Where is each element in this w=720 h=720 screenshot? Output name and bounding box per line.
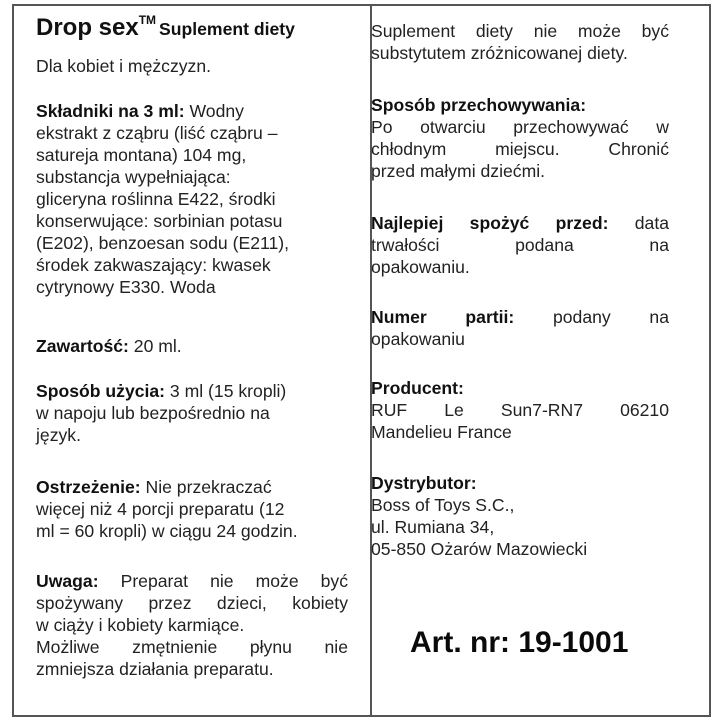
contents-label: Zawartość: <box>36 336 129 356</box>
warning-section: Ostrzeżenie: Nie przekraczać więcej niż 4 porcji preparatu (12 ml = 60 kropli) w ciągu 24 godzin. <box>36 477 298 541</box>
ingredients-label: Składniki na 3 ml: <box>36 101 185 121</box>
product-subtitle: Suplement diety <box>159 19 295 39</box>
audience-text: Dla kobiet i mężczyzn. <box>36 56 212 76</box>
usage-label: Sposób użycia: <box>36 381 166 401</box>
distributor-section: Dystrybutor: Boss of Toys S.C., ul. Rumiana 34, 05-850 Ożarów Mazowiecki <box>371 472 669 560</box>
disclaimer-section: Suplement diety nie może być substytutem zróżnicowanej diety. <box>371 21 669 63</box>
storage-label: Sposób przechowywania: <box>371 95 587 115</box>
trademark-mark: TM <box>138 13 157 27</box>
product-title <box>36 13 295 42</box>
distributor-label: Dystrybutor: <box>371 473 477 493</box>
best-before-label: Najlepiej spożyć przed: <box>371 213 609 233</box>
note-section: Uwaga: Preparat nie może być spożywany przez dzieci, kobiety w ciąży i kobiety karmiące. Możliwe zmętnienie płynu nie zmniejsza działania preparatu. <box>36 571 348 679</box>
brand-name: Drop sex <box>36 14 139 41</box>
storage-section: Sposób przechowywania: Po otwarciu przechowywać w chłodnym miejscu. Chronić przed małymi dziećmi. <box>371 95 669 181</box>
article-number: Art. nr: 19-1001 <box>410 626 629 659</box>
best-before-section: Najlepiej spożyć przed: data trwałości podana na opakowaniu. <box>371 213 670 277</box>
warning-label: Ostrzeżenie: <box>36 477 141 497</box>
contents-section <box>36 335 348 357</box>
usage-section: Sposób użycia: 3 ml (15 kropli) w napoju lub bezpośrednio na język. <box>36 381 287 445</box>
producer-section: Producent: RUF Le Sun7-RN7 06210 Mandelieu France <box>371 378 669 442</box>
batch-label: Numer partii: <box>371 307 515 327</box>
ingredients-section: Składniki na 3 ml: Wodny ekstrakt z cząbru (liść cząbru – satureja montana) 104 mg, substancja wypełniająca: gliceryna roślinna E422, środki konserwujące: sorbinian potasu (E202), benzoesan sodu (E211), środek zakwaszający: kwasek cytrynowy E330. Woda <box>36 101 289 297</box>
contents-value: 20 ml. <box>128 336 182 356</box>
batch-section: Numer partii: podany na opakowaniu <box>371 307 669 349</box>
note-label: Uwaga: <box>36 571 99 591</box>
producer-label: Producent: <box>371 378 464 398</box>
